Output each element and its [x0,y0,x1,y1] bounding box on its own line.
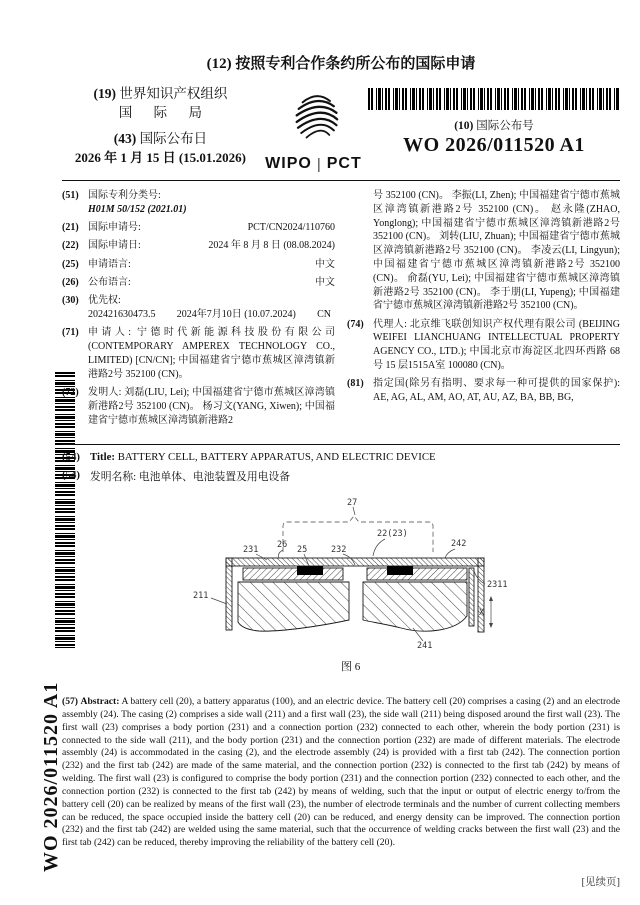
field-filing-date [62,239,335,253]
field-code-54: (54) [62,469,80,481]
field-priority [62,294,335,322]
priority-date: 2024年7月10日 (10.07.2024) [176,309,296,321]
publication-language-label: 公布语言: [88,276,131,288]
org-line [62,86,259,103]
field-code: (25) [62,258,79,270]
pct-publication-text: 按照专利合作条约所公布的国际申请 [235,56,476,72]
org-bureau: 国 际 局 [118,104,212,120]
wipo-wordmark: WIPO [265,155,312,172]
fig-ref-25: 25 [297,545,308,555]
field-publication-language [62,276,335,290]
wipo-globe-icon [280,88,346,148]
pct-publication-line [62,52,620,73]
invention-title-zh: 电池单体、电池装置及用电设备 [138,471,291,483]
patent-figure-block [161,492,521,687]
wipo-pct-wordmark [259,155,368,173]
issuing-office-block [62,86,259,166]
abstract-text: A battery cell (20), a battery apparatus (100), and an electric device. The battery cell (20) comprises a casing (2) and an electrode assembly (24). The casing (2) comprises a side wall (211) and a first wall (23), the side wall (211) being disposed around the first wall (23). The first wall (23) comprises a body portion (231) and a connection portion (232) connected to each other, wherein the body portion (231) is connected to the side wall (211), and the body portion (231) and the connection portion (232) are made of different materials. The electrode assembly (24) is accommodated in the casing (2), and the electrode assembly (24) is provided with a first tab (242). The connection portion (232) and the first tab (242) are made of the same material, and the connection portion (232) is connected to the first tab (242) by means of welding. The first wall (23) is configured to comprise the body portion (231) and the connection portion (232) connected to each other, and the connection portion (232) is connected to the first tab (242) by means of welding, such that the input or output of electric energy to/from the battery cell (20) can be realized by means of the first wall (23), the number of electrode terminals and the number of current collecting members can be reduced, the space occupied inside the battery cell (20) can be reduced, and energy density can be improved. The connection portion (232) and the first tab (242) are welded using the same material, such that the occurrence of welding cracks between the first wall (23) and the first tab (242) can be reduced, thereby improving the reliability of the battery cell (20). [62,696,621,849]
field-code-10: (10) [454,120,474,132]
publication-number: WO 2026/011520 A1 [403,134,585,156]
fig-electrode-body-left [238,582,349,631]
continued-note: [见续页] [581,877,620,889]
title-label-en: Title: [90,451,115,463]
field-designated-states [347,377,620,405]
figure-caption: 图 6 [341,661,361,673]
fig-axis-arrow-down [489,623,493,628]
bibliographic-columns [62,189,620,437]
wordmark-separator: | [316,155,322,173]
publication-date-label-line [62,131,259,148]
left-column [62,189,335,437]
field-filing-language [62,258,335,272]
filing-date-label: 国际申请日: [88,240,141,252]
fig-ref-27: 27 [347,498,358,508]
top-barcode [368,88,620,110]
field-code: (21) [62,222,79,234]
fig-right-inner-wall [469,568,474,626]
field-inventors-continued [347,189,620,313]
publication-language: 中文 [315,276,335,288]
publication-number-block [368,86,620,157]
field-code-empty [347,189,373,313]
fig-ref-2311: 2311 [487,580,508,590]
fig-ref-211: 211 [193,591,209,601]
fig-ref-241: 241 [417,641,433,651]
field-ipc [62,189,335,217]
priority-entry [88,308,335,322]
abstract-label: Abstract: [80,696,120,707]
publication-number-label-line [368,117,620,133]
title-english [62,451,620,463]
header [62,86,620,173]
agent-text: 代理人: 北京维飞联创知识产权代理有限公司 (BEIJING WEIFEI LIANCHUANG INTELLECTUAL PROPERTY AGENCY CO., LTD.); 中国北京市海淀区北四环西路 68 号 15 层1515A室 100080 (CN)。 [373,318,620,372]
filing-language: 中文 [315,258,335,270]
field-inventors [62,386,335,427]
patent-figure-6 [161,492,521,682]
field-applicant [62,326,335,381]
abstract-paragraph [62,696,620,850]
field-application-number [62,221,335,235]
fig-axis-x-label: X [479,608,485,618]
sidebar-publication-number: WO 2026/011520 A1 [40,681,62,872]
fig-connection-layer-left [243,568,343,580]
field-code-19: (19) [93,86,116,101]
publication-number-label: 国际公布号 [476,120,534,132]
header-divider [62,180,620,181]
field-code-54: (54) [62,451,80,463]
fig-ref-242: 242 [451,539,467,549]
title-chinese [62,469,620,484]
ipc-value: H01M 50/152 (2021.01) [88,203,187,215]
fig-electrode-body-right [363,582,467,631]
field-code: (74) [347,318,364,330]
wipo-logo-block [259,86,368,173]
fig-axis-arrow-up [489,596,493,601]
application-number: PCT/CN2024/110760 [247,222,335,234]
page-content [62,0,620,889]
application-number-label: 国际申请号: [88,222,141,234]
fig-weld-right [387,566,413,575]
applicant-text: 申请人: 宁德时代新能源科技股份有限公司 (CONTEMPORARY AMPEREX TECHNOLOGY CO., LIMITED) [CN/CN]; 中国福建省宁德市蕉城区漳湾镇新港路2号 352100 (CN)。 [88,327,335,380]
field-agent [347,318,620,373]
fig-weld-left [297,566,323,575]
pct-wordmark: PCT [326,155,362,172]
inventors-text: 发明人: 刘磊(LIU, Lei); 中国福建省宁德市蕉城区漳湾镇新港路2号 352100 (CN)。 杨习文(YANG, Xiwen); 中国福建省宁德市蕉城区漳湾镇新港路2 [88,387,335,426]
inventors-continued-text: 号 352100 (CN)。 李振(LI, Zhen); 中国福建省宁德市蕉城区漳湾镇新港路2号 352100 (CN)。 赵永隆(ZHAO, Yonglong); 中国福建省宁德市蕉城区漳湾镇新港路2号 352100 (CN)。 刘转(LIU, Zhuan); 中国福建省宁德市蕉城区漳湾镇新港路2号 352100 (CN)。 李凌云(LI, Lingyun); 中国福建省宁德市蕉城区漳湾镇新港路2号 352100 (CN)。 俞磊(YU, Lei); 中国福建省宁德市蕉城区漳湾镇新港路2号 352100 (CN)。 李于朋(LI, Yupeng); 中国福建省宁德市蕉城区漳湾镇新港路2号 352100 (CN)。 [373,190,620,312]
field-code: (26) [62,276,79,288]
publication-date-label: 国际公布日 [139,130,208,146]
field-code: (30) [62,295,79,307]
fig-left-side-wall [226,558,232,630]
fig-ref-26: 26 [277,540,288,550]
publication-date: 2026 年 1 月 15 日 (15.01.2026) [74,149,247,165]
title-divider [62,444,620,445]
org-name: 世界知识产权组织 [119,86,228,101]
field-code: (81) [347,378,364,390]
fig-ref-232: 232 [331,545,347,555]
right-column [347,189,620,437]
filing-date: 2024 年 8 月 8 日 (08.08.2024) [208,240,335,252]
fig-connection-layer-right [367,568,467,580]
priority-country: CN [317,309,331,321]
title-label-zh: 发明名称: [90,471,137,483]
fig-right-side-wall [478,558,484,632]
field-code: (51) [62,190,79,201]
fig-ref-22-23: 22(23) [377,529,408,539]
ipc-label: 国际专利分类号: [88,190,161,201]
field-code: (72) [62,387,79,399]
designated-states-text: 指定国(除另有指明、要求每一种可提供的国家保护): AE, AG, AL, AM, AO, AT, AU, AZ, BA, BB, BG, [373,378,620,404]
field-code: (22) [62,240,79,252]
fig-ref-231: 231 [243,545,259,555]
field-code: (71) [62,327,79,339]
invention-title-en: BATTERY CELL, BATTERY APPARATUS, AND ELECTRIC DEVICE [117,451,436,463]
field-code-57: (57) [62,696,78,707]
filing-language-label: 申请语言: [88,258,131,270]
field-code-43: (43) [113,130,137,146]
field-code-12: (12) [206,56,232,72]
priority-application-number: 202421630473.5 [88,309,156,321]
priority-label: 优先权: [88,295,121,307]
